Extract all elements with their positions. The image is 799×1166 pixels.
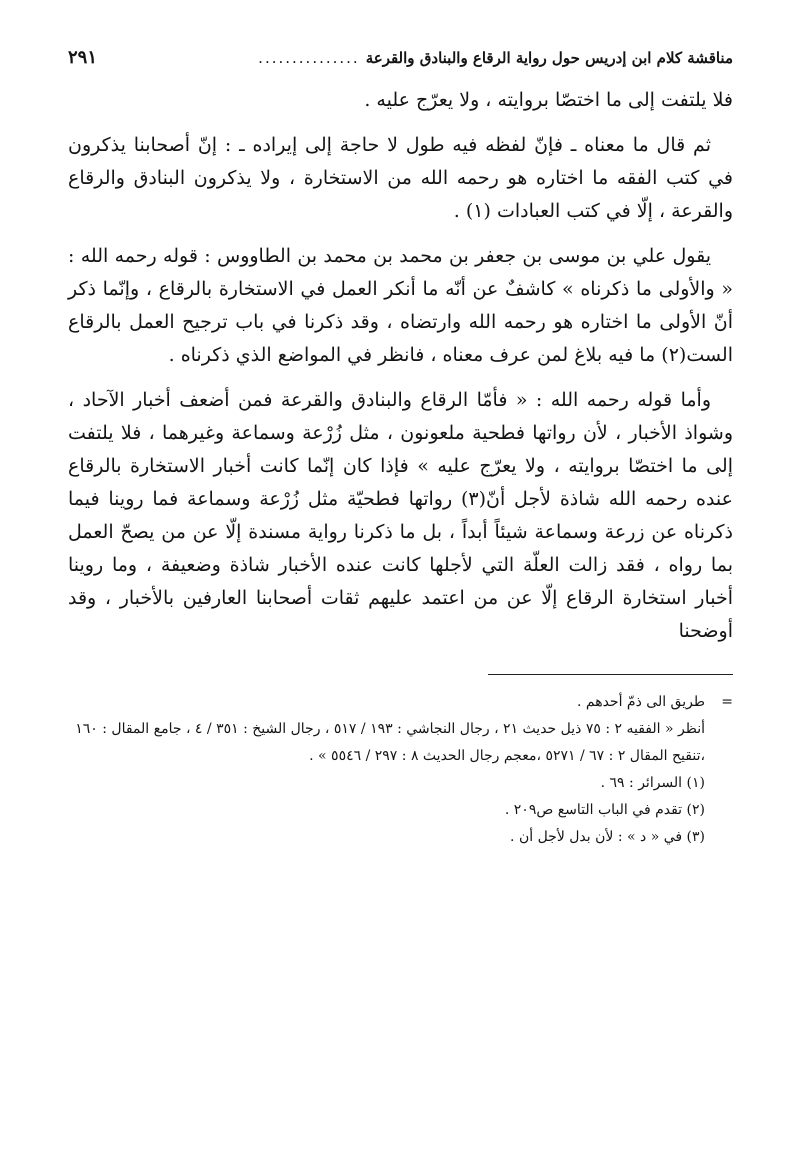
running-header (68, 40, 733, 76)
page-number: ٢٩١ (68, 47, 98, 68)
header-leader-dots: ............... (258, 49, 360, 67)
paragraph: وأما قوله رحمه الله : « فأمّا الرقاع والبنادق والقرعة فمن أضعف أخبار الآحاد ، وشواذ الأخبار ، لأن رواتها فطحية ملعونون ، مثل زُرْعة وسماعة وغيرهما ، فلا يلتفت إلى ما اختصّا بروايته ، ولا يعرّج عليه » فإذا كان إنّما كانت أخبار الاستخارة بالرقاع عنده رحمه الله شاذة لأجل أنّ(٣) رواتها فطحيّة مثل زُرْعة وسماعة فما روينا فيما ذكرناه عن زرعة وسماعة شيئاً أبداً ، بل ما ذكرنا رواية مسندة إلّا عن من يصحّ العمل بما رواه ، فقد زالت العلّة التي لأجلها كانت عنده الأخبار شاذة وضعيفة ، وما روينا أخبار استخارة الرقاع إلّا عن من اعتمد عليهم ثقات أصحابنا العارفين بالأخبار ، وقد أوضحنا (68, 389, 734, 642)
footnote-separator (488, 674, 733, 675)
footnote-2: (٢) تقدم في الباب التاسع ص٢٠٩ . (504, 802, 705, 818)
paragraph: فلا يلتفت إلى ما اختصّا بروايته ، ولا يعرّج عليه . (364, 89, 733, 111)
footnote-text: أنظر « الفقيه ٢ : ٧٥ ذيل حديث ٢١ ، رجال النجاشي : ١٩٣ / ٥١٧ ، رجال الشيخ : ٣٥١ / ٤ ، جامع المقال : ١٦٠ ،تنقيح المقال ٢ : ٦٧ / ٥٢٧١ ،معجم رجال الحديث ٨ : ٢٩٧ / ٥٥٤٦ » . (75, 721, 705, 764)
paragraph: ثم قال ما معناه ـ فإنّ لفظه فيه طول لا حاجة إلى إيراده ـ : إنّ أصحابنا يذكرون في كتب الفقه ما اختاره هو رحمه الله من الاستخارة ، ولا يذكرون البنادق والرقاع والقرعة ، إلّا في كتب العبادات (١) . (68, 134, 733, 222)
footnotes (68, 689, 733, 851)
footnote-continuation (68, 689, 733, 716)
book-page (68, 40, 733, 851)
main-text (68, 84, 733, 648)
header-title: مناقشة كلام ابن إدريس حول رواية الرقاع والبنادق والقرعة (365, 49, 733, 67)
footnote-text: طريق الى ذمّ أحدهم . (576, 694, 705, 710)
footnote-1: (١) السرائر : ٦٩ . (600, 775, 705, 791)
paragraph: يقول علي بن موسى بن جعفر بن محمد بن محمد بن الطاووس : قوله رحمه الله : « والأولى ما ذكرناه » كاشفٌ عن أنّه ما أنكر العمل في الاستخارة بالرقاع ، وإنّما ذكر أنّ الأولى ما اختاره هو رحمه الله وارتضاه ، وقد ذكرنا في باب ترجيح العمل بالرقاع الست(٢) ما فيه بلاغ لمن عرف معناه ، فانظر في المواضع الذي ذكرناه . (68, 245, 733, 366)
continuation-mark: = (721, 694, 733, 710)
footnote-3: (٣) في « د » : لأن بدل لأجل أن . (510, 829, 705, 845)
